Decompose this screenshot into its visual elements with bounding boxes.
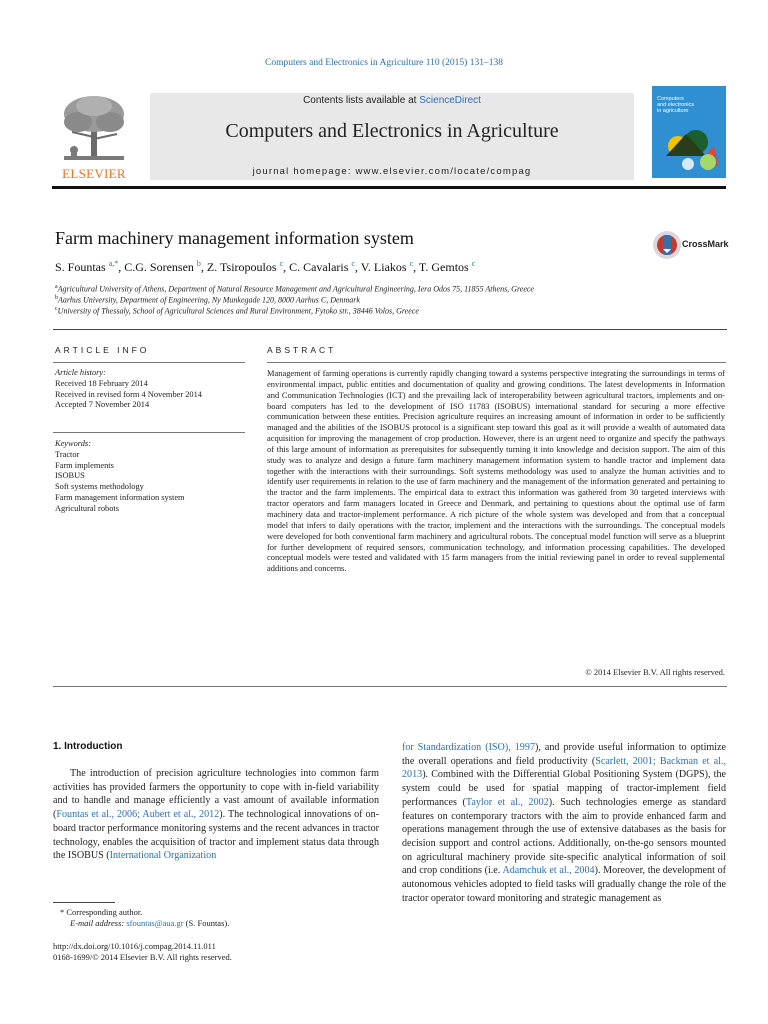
elsevier-wordmark: ELSEVIER <box>62 166 126 181</box>
article-title: Farm machinery management information system <box>55 228 414 248</box>
affiliation-c: $^c$University of Thessaly, School of Agricultural Sciences and Rural Environment, Fytoko str., 38446 Volos, Greece <box>55 306 419 316</box>
author-name[interactable]: C.G. Sorensen <box>124 260 194 274</box>
corresponding-author-note: * Corresponding author. <box>60 907 143 917</box>
author-list: S. Fountas $^{a,*}$, C.G. Sorensen $^b$, Z. Tsiropoulos $^c$, C. Cavalaris $^c$, V. Liakos $^c$, T. Gemtos $^c$ <box>55 259 476 274</box>
header-rule <box>52 186 726 189</box>
journal-cover-image <box>652 86 726 178</box>
author-name[interactable]: V. Liakos <box>360 260 407 274</box>
keyword: Soft systems methodology <box>55 482 144 492</box>
affiliation-a: $^a$Agricultural University of Athens, Department of Natural Resource Management and Agricultural Engineering, Iera Odos 75, 11855 Athens, Greece <box>55 284 534 294</box>
received-date: Received 18 February 2014 <box>55 378 148 388</box>
keyword: Tractor <box>55 449 80 459</box>
sciencedirect-link[interactable]: ScienceDirect <box>419 95 481 106</box>
article-info-rule <box>53 362 245 363</box>
article-info-heading: ARTICLE INFO <box>55 345 150 355</box>
crossmark-icon <box>652 229 682 261</box>
email-note: E-mail address: sfountas@aua.gr (S. Fountas). <box>70 918 230 928</box>
reference-link[interactable]: Fountas et al., 2006; Aubert et al., 2012 <box>56 809 220 821</box>
issn-line: 0168-1699/© 2014 Elsevier B.V. All rights reserved. <box>53 952 232 962</box>
author-affil-sup[interactable]: a,* <box>108 259 119 268</box>
history-label: Article history: <box>55 368 106 377</box>
intro-right-column: for Standardization (ISO), 1997), and provide useful information to optimize the overall operations and field productivity (Scarlett, 2001; Backman et al., 2013). Combined with the Differential Global Positioning System (DGPS), the system could be used for spatial mapping of tractor-implement field performances (Taylor et al., 2002). Such technologies emerge as standard features on contemporary tractors with the aim to provide enhanced farm and operations management through the use of extensive databases as the basis for decision support and control actions. Additionally, on-the-go sensors mounted on agricultural machinery provide site-specific analytical information of soil and crop conditions (i.e. Adamchuk et al., 2004). Moreover, the development of autonomous vehicles adopted to field tasks will gradually change the role of the tractor operator toward monitoring and strategic management as <box>402 742 727 904</box>
article-history <box>55 368 245 411</box>
abstract-text: Management of farming operations is currently rapidly changing toward a systems perspective integrating the surroundings in terms of environmental impact, public entities and documentation of quality and growing conditions. The latest developments in Information and Communication Technologies (ICT) and the prevailing lack of interoperability between agricultural tractors, implements and on-board computers has led to the development of ISO 11783 (ISOBUS) international standard for securing a more effective communication between these entities. Precision agriculture requires an increasing amount of information in order to be sufficiently managed and the abilities of the ISOBUS protocol is a significant step toward this goal as it will provide a wealth of automated data acquisition for improving the management of crop production. However, there is an urgent need to organize and specify the pathways of this large amount of information as prerequisites for subsequently turning it into knowledge and decision support. The aim of this study was to analyze and design a future farm machinery management information system to handle tractor and implement data together with the interactions with their surroundings. Soft systems methodology was used to analyze the human activities and to identify user requirements in relation to the use of farm machinery and the management of the information generated and pertaining to the tractor and the farm implements. The empirical data to extract this information was gathered from 30 targeted interviews with tractor operators and farm managers located in Greece and Denmark, and pertaining to questions about the optimal use of farm machinery data and tractor-implement performance. A rich picture of the whole system was developed and from that a conceptual model that infers to daily operations with the tractor, implement and the interactions with the surroundings. The conceptual models were developed for both conventional farm machinery and agricultural robots. The conceptual model function will serve as a blueprint for further development of required sensors, communication technology, and information processing capabilities. The developed conceptual models were tested and validated with 15 farm managers from the initial reviewing panel in order to reveal supplemental additions and concerns. <box>267 368 725 574</box>
doi-link[interactable]: http://dx.doi.org/10.1016/j.compag.2014.11.011 <box>53 941 216 951</box>
keyword: Farm implements <box>55 460 114 470</box>
reference-link[interactable]: Scarlett, 2001; Backman et al., 2013 <box>402 755 726 781</box>
keyword: ISOBUS <box>55 471 85 481</box>
reference-link[interactable]: for Standardization (ISO), 1997 <box>402 742 535 753</box>
affiliation-rule <box>53 329 727 330</box>
reference-link[interactable]: Adamchuk et al., 2004 <box>502 865 595 877</box>
author-affil-sup[interactable]: b <box>196 259 201 268</box>
abstract-top-rule <box>267 362 726 363</box>
keywords-label: Keywords: <box>55 439 91 448</box>
section-heading-introduction: 1. Introduction <box>53 741 123 752</box>
author-affil-sup[interactable]: c <box>409 259 414 268</box>
abstract-bottom-rule <box>53 686 727 687</box>
keywords-block <box>55 439 245 515</box>
crossmark-label: CrossMark <box>682 239 729 249</box>
footnote-rule <box>53 902 115 903</box>
cover-title: Computers and electronics in agriculture <box>657 96 694 114</box>
email-link[interactable]: sfountas@aua.gr <box>126 918 184 928</box>
author-affil-sup[interactable]: c <box>351 259 355 268</box>
reference-link[interactable]: International Organization <box>109 850 217 862</box>
author-name[interactable]: C. Cavalaris <box>289 260 349 274</box>
author-affil-sup[interactable]: c <box>279 259 284 268</box>
accepted-date: Accepted 7 November 2014 <box>55 400 150 410</box>
keyword: Farm management information system <box>55 492 185 502</box>
journal-citation[interactable]: Computers and Electronics in Agriculture 110 (2015) 131–138 <box>265 58 503 68</box>
contents-line <box>150 95 634 106</box>
abstract-heading: ABSTRACT <box>267 345 337 355</box>
keywords-rule <box>53 432 245 433</box>
contents-prefix: Contents lists available at <box>303 95 420 106</box>
revised-date: Received in revised form 4 November 2014 <box>55 389 202 399</box>
journal-homepage[interactable]: journal homepage: www.elsevier.com/locate/compag <box>252 166 532 177</box>
author-name[interactable]: Z. Tsiropoulos <box>206 260 277 274</box>
author-name[interactable]: S. Fountas <box>55 260 106 274</box>
author-affil-sup[interactable]: c <box>471 259 476 268</box>
journal-title: Computers and Electronics in Agriculture <box>225 120 559 142</box>
author-name[interactable]: T. Gemtos <box>418 260 469 274</box>
keyword: Agricultural robots <box>55 503 119 513</box>
reference-link[interactable]: Taylor et al., 2002 <box>465 796 549 808</box>
affiliation-b: $^b$Aarhus University, Department of Engineering, Ny Munkegade 120, 8000 Aarhus C, Denmark <box>55 295 360 305</box>
abstract-copyright: © 2014 Elsevier B.V. All rights reserved. <box>585 667 725 677</box>
intro-left-column: The introduction of precision agriculture technologies into common farm activities has provided farmers the opportunity to cope with in-field variability and to handle and manage efficiently a vast amount of available information (Fountas et al., 2006; Aubert et al., 2012). The technological innovations of on-board tractor performance monitoring systems and the recent advances in tractor technology, enables the acquisition of tractor and implement status data through the ISOBUS (International Organization <box>53 768 379 862</box>
